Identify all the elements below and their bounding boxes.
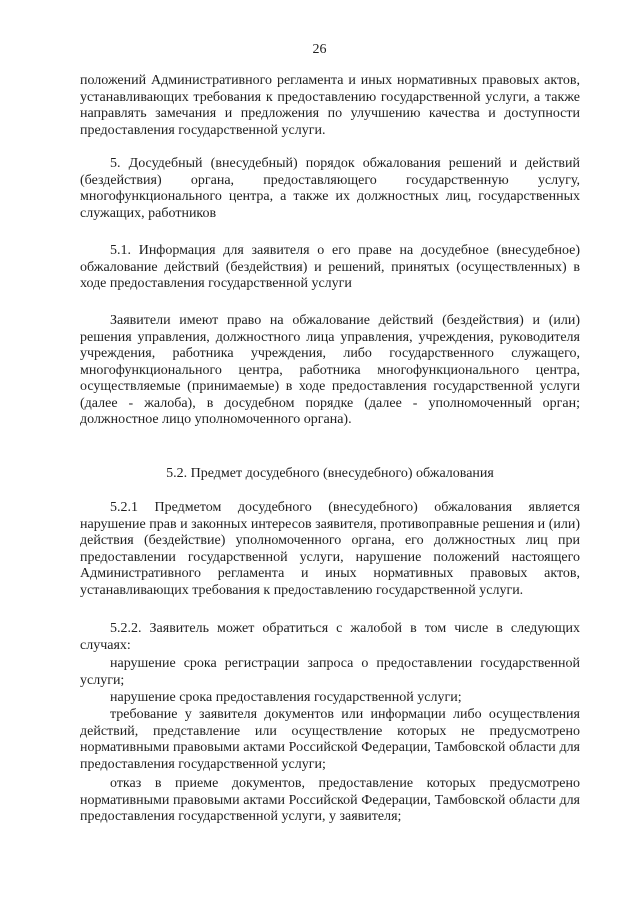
paragraph-5-2-2: 5.2.2. Заявитель может обратиться с жалобой в том числе в следующих случаях:: [80, 621, 580, 653]
list-item-registration-delay: нарушение срока регистрации запроса о предоставлении государственной услуги;: [80, 656, 580, 688]
paragraph-appeal-right: Заявители имеют право на обжалование действий (бездействия) и (или) решения управления, должностного лица управления, учреждения, руководителя учреждения, работника учреждения, либо государственного служащего, многофункционального центра, работника многофункционального центра, осуществляемые (принимаемые) в ходе предоставления государственной услуги (далее - жалоба), в досудебном порядке (далее - уполномоченный орган; должностное лицо уполномоченного органа).: [80, 313, 580, 427]
page-number: 26: [312, 42, 327, 57]
list-item-refusal: отказ в приеме документов, предоставление которых предусмотрено нормативными правовыми актами Российской Федерации, Тамбовской области для предоставления государственной услуги, у заявителя;: [80, 776, 580, 824]
list-item-extra-documents: требование у заявителя документов или информации либо осуществления действий, представление или осуществление которых не предусмотрено нормативными правовыми актами Российской Федерации, Тамбовской области для предоставления государственной услуги;: [80, 707, 580, 772]
paragraph-5-2-1: 5.2.1 Предметом досудебного (внесудебного) обжалования является нарушение прав и законных интересов заявителя, противоправные решения и (или) действия (бездействие) уполномоченного органа, его должностных лиц при предоставлении государственной услуги, нарушение положений настоящего Административного регламента и иных нормативных правовых актов, устанавливающих требования к предоставлению государственной услуги.: [80, 500, 580, 598]
section-5-1-heading: 5.1. Информация для заявителя о его праве на досудебное (внесудебное) обжалование действий (бездействия) и решений, принятых (осуществленных) в ходе предоставления государственной услуги: [80, 243, 580, 291]
section-5-2-heading: 5.2. Предмет досудебного (внесудебного) обжалования: [166, 466, 494, 481]
section-5-heading: 5. Досудебный (внесудебный) порядок обжалования решений и действий (бездействия) органа, предоставляющего государственную услугу, многофункционального центра, а также их должностных лиц, государственных служащих, работников: [80, 156, 580, 221]
list-item-service-delay: нарушение срока предоставления государственной услуги;: [110, 690, 462, 705]
paragraph-continuation: положений Административного регламента и иных нормативных правовых актов, устанавливающих требования к предоставлению государственной услуги, а также направлять замечания и предложения по улучшению качества и доступности предоставления государственной услуги.: [80, 73, 580, 138]
